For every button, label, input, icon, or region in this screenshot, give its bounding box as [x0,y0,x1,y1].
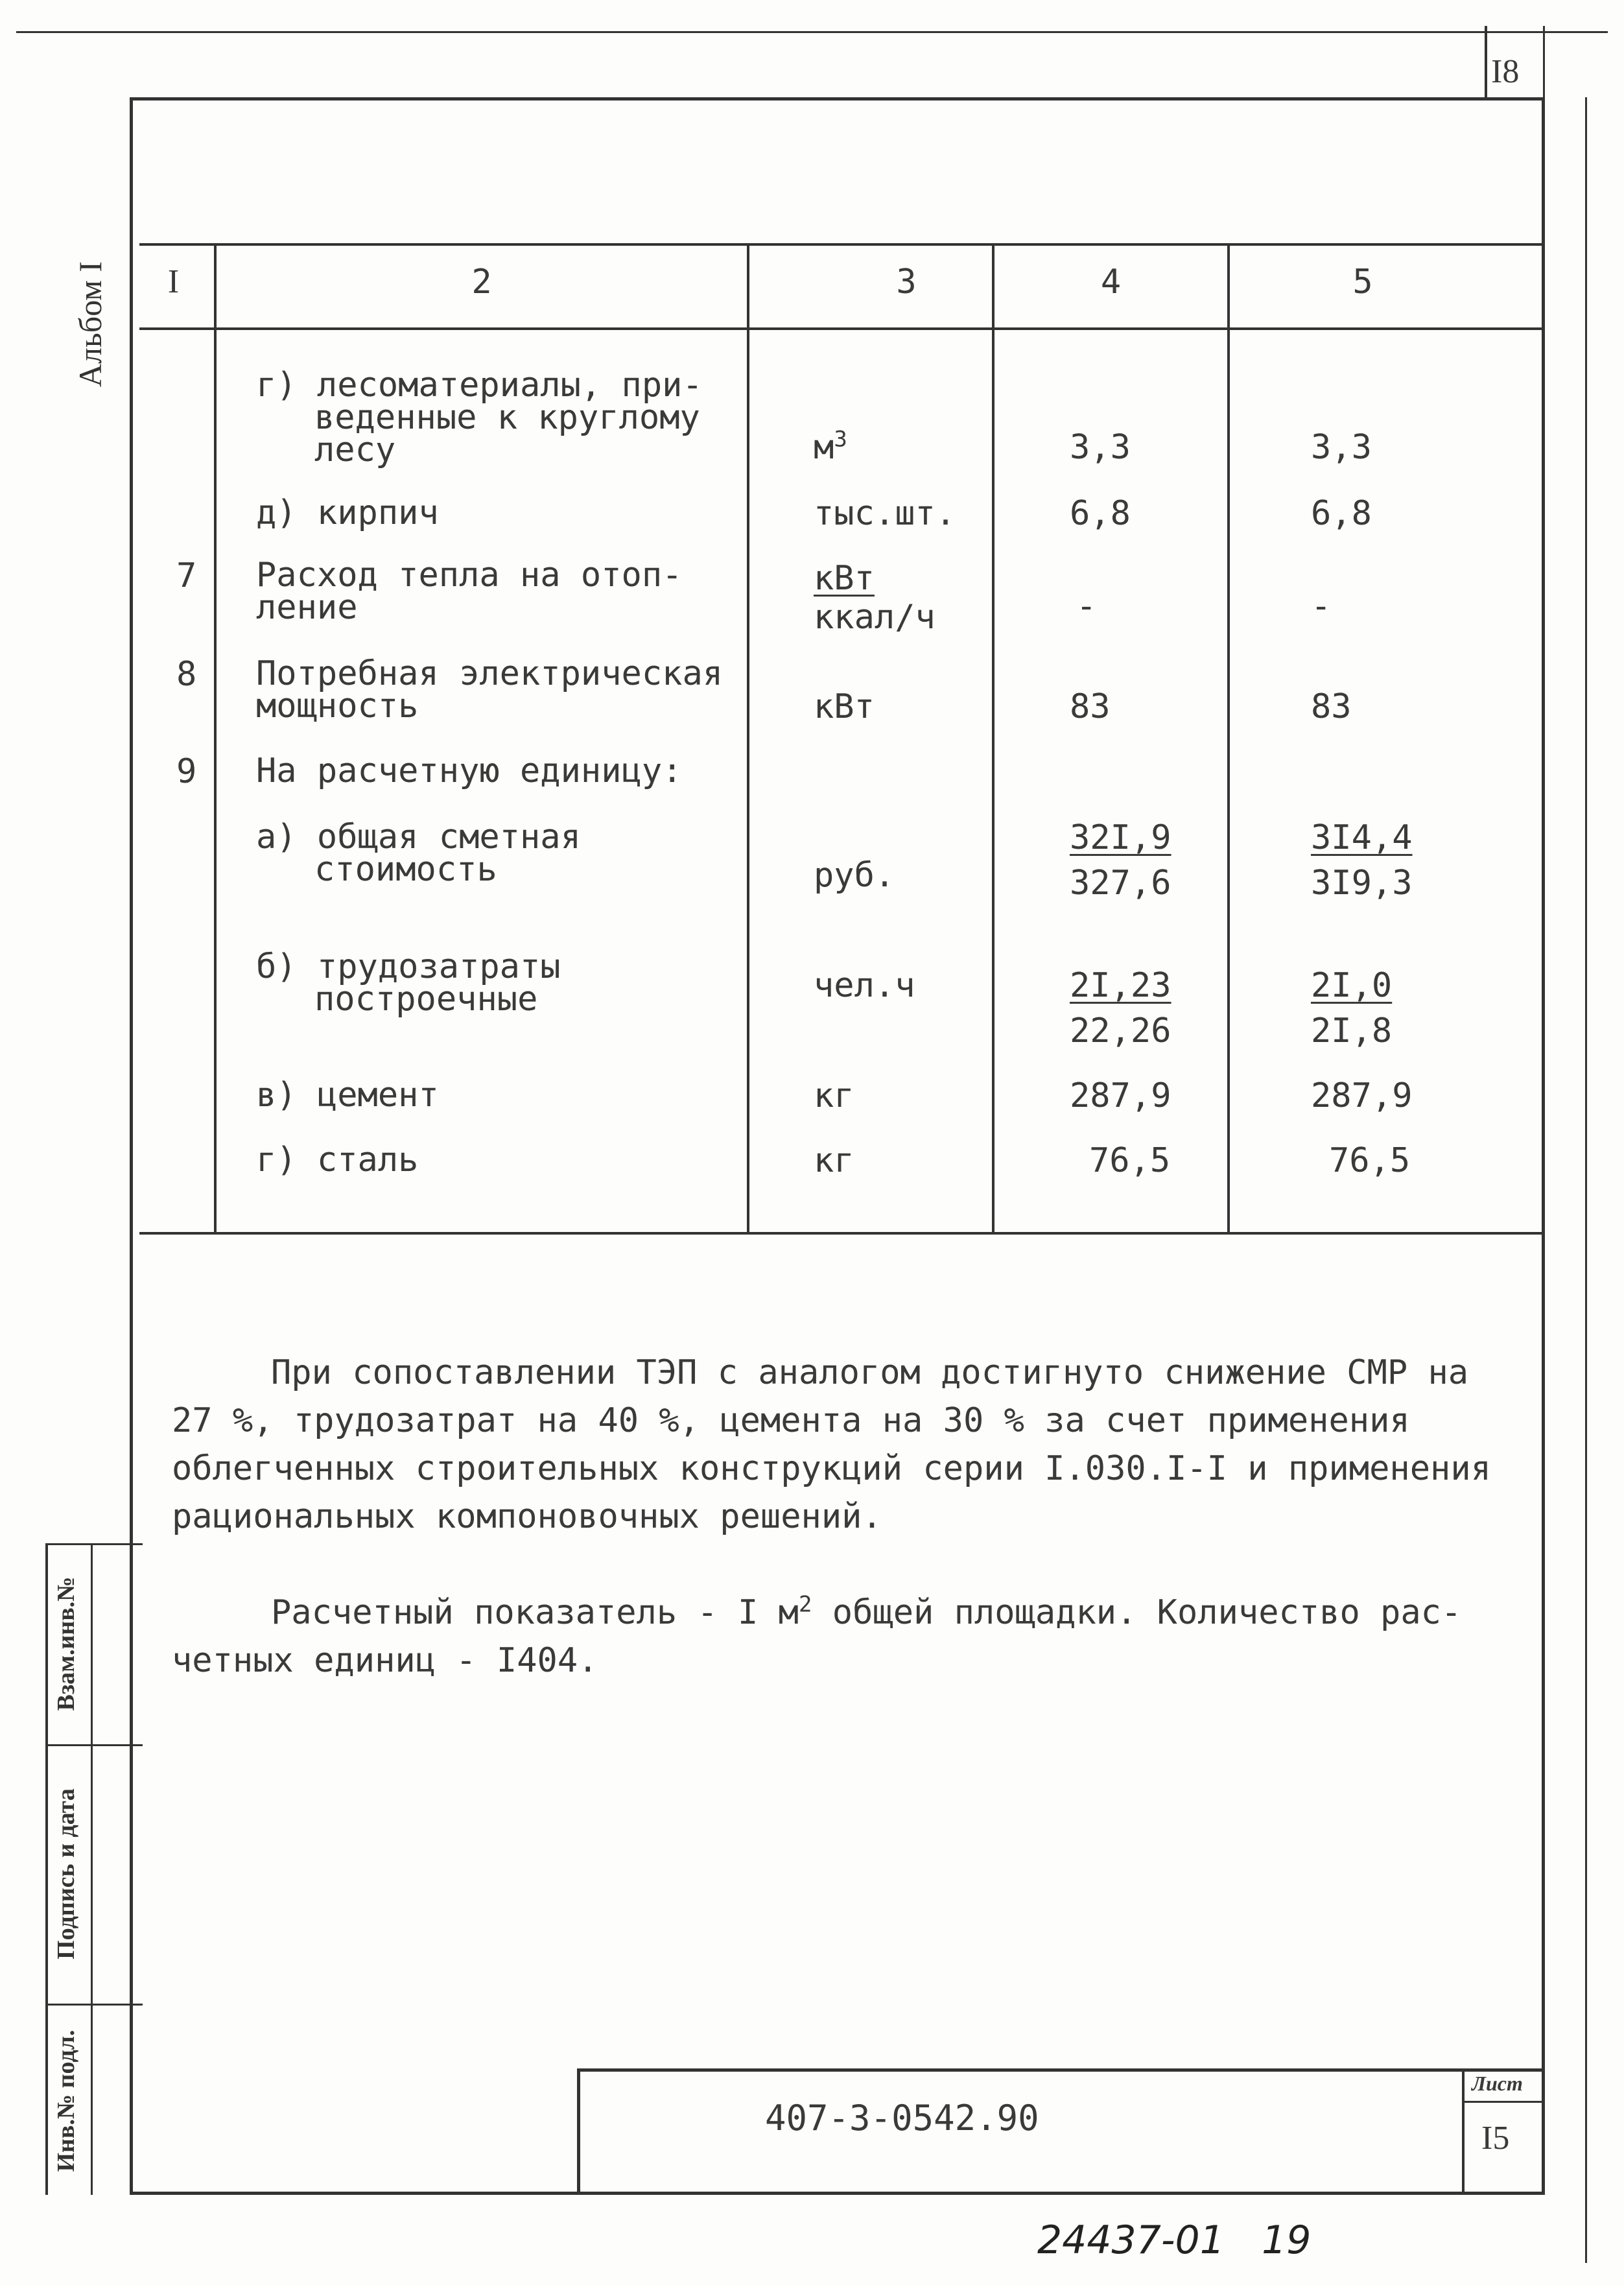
stamp-podpis: Подпись и дата [53,1788,80,1959]
table-header-5: 5 [1352,263,1373,302]
row-value-4-bottom: 327,6 [1070,864,1171,903]
row-value-5: 83 [1311,687,1352,726]
row-unit: кг [814,1076,854,1115]
row-value-5: 287,9 [1311,1076,1413,1115]
row-name-line: Потребная электрическая [256,654,724,693]
row-unit: руб. [814,856,895,895]
row-name-line: г) сталь [256,1141,419,1179]
row-value-5: - [1311,587,1332,626]
row-value-4-top: 2I,23 [1070,966,1171,1005]
paragraph-text: Расчетный показатель - I м [271,1593,799,1632]
stamp-vzam: Взам.инв.№ [53,1576,80,1711]
row-name-line: д) кирпич [256,493,439,532]
table-header-4: 4 [1100,263,1122,302]
paragraph-line [271,1589,1461,1637]
row-value-4: 83 [1070,687,1111,726]
stamp-col-left [45,1543,48,2195]
frame-bottom [130,2192,1545,2195]
top-trim-line [16,31,1608,33]
table-col-line-4 [1227,243,1230,1232]
row-value-4: 287,9 [1070,1076,1171,1115]
row-name-line: б) трудозатраты [256,947,561,986]
outer-right-edge [1585,97,1587,2263]
table-header-2: 2 [471,263,492,302]
titleblock-sheet-line [1462,2101,1545,2103]
handwritten-note: 24437-01 19 [1037,2218,1312,2263]
row-value-4: 6,8 [1070,494,1131,533]
row-name-line: построечные [314,980,538,1019]
row-name-line: лесу [314,431,396,469]
table-top-line [139,243,1545,246]
row-unit-top: кВт [814,559,875,598]
row-value-5-top: 3I4,4 [1311,818,1413,857]
row-name-line: в) цемент [256,1076,439,1115]
stamp-top [45,1543,143,1545]
row-unit: кг [814,1141,854,1180]
row-value-4-bottom: 22,26 [1070,1012,1171,1050]
row-value-5-bottom: 2I,8 [1311,1012,1393,1050]
row-number: 9 [176,752,197,791]
row-value-5: 6,8 [1311,494,1372,533]
row-unit: тыс.шт. [814,494,956,533]
row-value-5-bottom: 3I9,3 [1311,864,1413,903]
row-name-line: Расход тепла на отоп- [256,556,683,595]
table-header-1: I [167,263,180,300]
row-name-line: г) лесоматериалы, при- [256,366,703,405]
document-code: 407-3-0542.90 [765,2098,1039,2138]
frame-right [1542,97,1545,2195]
table-col-line-1 [214,243,217,1232]
row-unit-bottom: ккал/ч [814,598,936,637]
table-header-3: 3 [896,263,917,302]
stamp-div-2 [45,2004,143,2006]
row-value-5: 3,3 [1311,428,1372,467]
row-value-4: - [1076,587,1097,626]
row-value-4: 3,3 [1070,428,1131,467]
table-col-line-2 [747,243,749,1232]
sheet-label: Лист [1472,2072,1523,2095]
table-col-line-3 [992,243,994,1232]
sheet-number: I5 [1481,2120,1510,2157]
stamp-col-mid [91,1543,93,2195]
topnum-box-right [1543,26,1545,99]
row-name-line: а) общая сметная [256,818,581,857]
table-bottom-line [139,1232,1545,1235]
titleblock-top [577,2068,1545,2072]
table-header-line [139,327,1545,330]
album-label: Альбом I [72,261,108,388]
frame-top [130,97,1543,101]
row-name-line: мощность [256,687,419,726]
row-value-4: 76,5 [1089,1141,1171,1180]
titleblock-divider [1462,2068,1465,2195]
row-number: 7 [176,556,197,595]
row-name-line: ление [256,588,358,627]
paragraph-line: четных единиц - I404. [172,1641,598,1680]
top-sheet-number: I8 [1491,53,1520,90]
stamp-inv-podl: Инв.№ подл. [53,2030,80,2172]
row-value-5-top: 2I,0 [1311,966,1393,1005]
row-number: 8 [176,655,197,694]
topnum-box-left [1485,26,1487,99]
paragraph-line: При сопоставлении ТЭП с аналогом достигнуто снижение СМР на [271,1353,1469,1392]
row-unit: чел.ч [814,966,915,1005]
titleblock-left [577,2068,580,2195]
paragraph-line: 27 %, трудозатрат на 40 %, цемента на 30 % за счет применения [172,1401,1410,1440]
row-value-4-top: 32I,9 [1070,818,1171,857]
paragraph-line: облегченных строительных конструкций серии I.030.I-I и применения [172,1449,1491,1488]
frame-left [130,97,133,2195]
superscript: 2 [798,1591,812,1618]
paragraph-line: рациональных компоновочных решений. [172,1497,882,1536]
row-unit [814,428,847,467]
unit-superscript: 3 [834,426,847,453]
row-name-line: веденные к круглому [314,398,700,437]
unit-text: м [814,428,834,467]
paragraph-text: общей площадки. Количество рас- [812,1593,1462,1632]
row-value-5: 76,5 [1329,1141,1411,1180]
row-unit: кВт [814,687,875,726]
row-name-line: На расчетную единицу: [256,752,683,790]
row-name-line: стоимость [314,850,497,889]
